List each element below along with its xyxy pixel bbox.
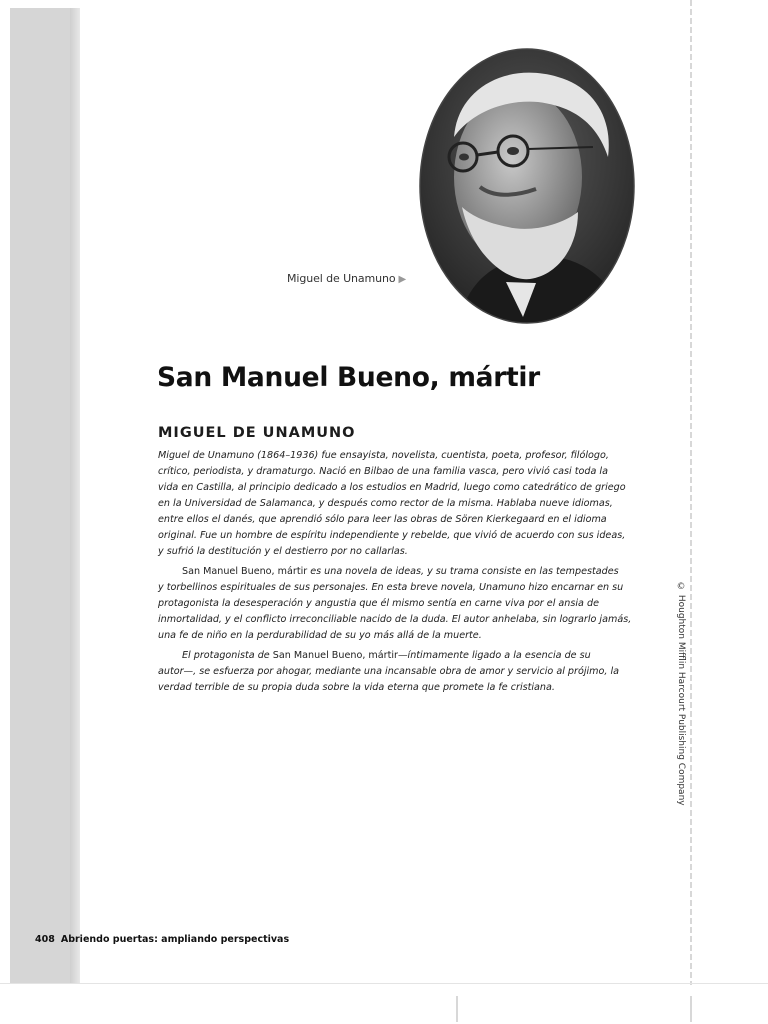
page-bottom-edge	[0, 983, 768, 984]
page-title: San Manuel Bueno, mártir	[157, 362, 540, 393]
text-line: original. Fue un hombre de espíritu independiente y rebelde, que vivió de acuerdo con sus ideas,	[158, 530, 626, 541]
title-reference: San Manuel Bueno, mártir	[272, 650, 398, 661]
title-reference: San Manuel Bueno, mártir	[182, 566, 308, 577]
portrait-photo-icon	[418, 47, 636, 325]
text-line: es una novela de ideas, y su trama consiste en las tempestades	[307, 566, 619, 577]
author-heading: MIGUEL DE UNAMUNO	[158, 425, 356, 441]
binding-gutter-edge	[70, 8, 80, 983]
caption-arrow-icon: ▶	[398, 274, 407, 285]
page-right-edge	[690, 0, 692, 985]
page-number: 408	[35, 934, 55, 945]
copyright-notice: © Houghton Mifflin Harcourt Publishing Company	[676, 582, 686, 806]
book-title: Abriendo puertas: ampliando perspectivas	[60, 934, 290, 945]
text-line: y sufrió la destitución y el destierro por no callarlas.	[158, 546, 408, 557]
paragraph-1	[158, 448, 643, 560]
scan-mark	[456, 996, 458, 1022]
text-line: El protagonista de	[182, 650, 273, 661]
photo-caption-text: Miguel de Unamuno	[287, 272, 396, 285]
paragraph-2	[158, 564, 643, 644]
text-line: en la Universidad de Salamanca, y después como rector de la misma. Hablaba nueve idiomas,	[158, 498, 613, 509]
text-line: Miguel de Unamuno (1864–1936) fue ensayista, novelista, cuentista, poeta, profesor, filólogo,	[158, 450, 609, 461]
scan-mark	[690, 996, 692, 1022]
paragraph-3	[158, 648, 643, 696]
text-line: una fe de niño en la perdurabilidad de su yo más allá de la muerte.	[158, 630, 482, 641]
text-line: crítico, periodista, y dramaturgo. Nació en Bilbao de una familia vasca, pero vivió casi toda la	[158, 466, 608, 477]
author-portrait	[418, 47, 636, 325]
text-line: verdad terrible de su propia duda sobre la vida eterna que promete la fe cristiana.	[158, 682, 555, 693]
text-line: entre ellos el danés, que aprendió sólo para leer las obras de Sören Kierkegaard en el idioma	[158, 514, 607, 525]
text-line: inmortalidad, y el conflicto irreconciliable nacido de la duda. El autor anhelaba, sin lograrlo jamás,	[158, 614, 632, 625]
page-footer	[35, 934, 289, 945]
text-line: vida en Castilla, al principio dedicado a los estudios en Madrid, luego como catedrático de griego	[158, 482, 626, 493]
text-line: protagonista la desesperación y angustia que él mismo sentía en carne viva por el ansia de	[158, 598, 599, 609]
photo-caption	[287, 272, 406, 285]
binding-gutter	[10, 8, 78, 983]
biography-text	[158, 448, 643, 696]
text-line: autor—, se esfuerza por ahogar, mediante una incansable obra de amor y servicio al prójimo, la	[158, 666, 620, 677]
text-line: —íntimamente ligado a la esencia de su	[397, 650, 591, 661]
text-line: y torbellinos espirituales de sus personajes. En esta breve novela, Unamuno hizo encarnar en su	[158, 582, 624, 593]
